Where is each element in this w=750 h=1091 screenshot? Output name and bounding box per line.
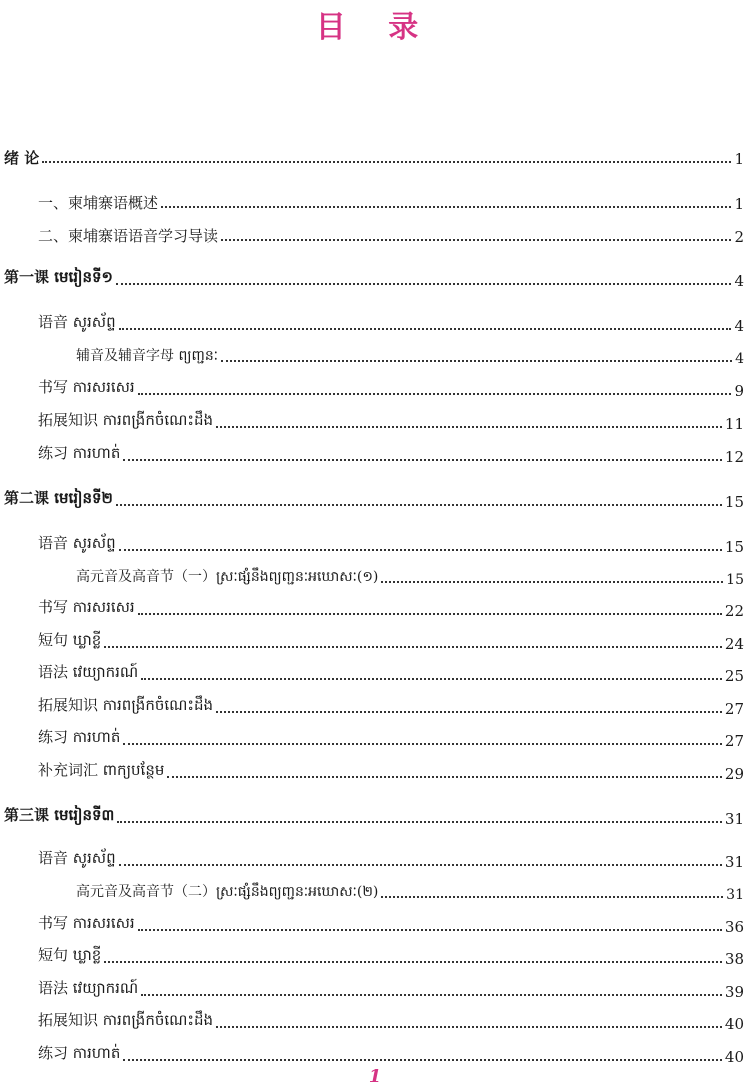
- toc-entry[interactable]: [38, 372, 744, 400]
- toc-entry-page: 40: [724, 1048, 744, 1066]
- toc-entry[interactable]: [4, 262, 744, 290]
- dot-leader: [167, 776, 722, 778]
- toc-entry[interactable]: [38, 528, 744, 556]
- toc-entry[interactable]: [38, 755, 744, 783]
- toc-entry[interactable]: [4, 140, 744, 168]
- dot-leader: [123, 1059, 722, 1061]
- dot-leader: [138, 613, 722, 615]
- toc-entry-page: 25: [724, 667, 744, 685]
- toc-entry-page: 29: [724, 765, 744, 783]
- toc-entry-page: 1: [734, 150, 744, 168]
- toc-entry[interactable]: [4, 800, 744, 828]
- toc-entry-page: 38: [724, 950, 744, 968]
- dot-leader: [216, 426, 722, 428]
- page-title: 目 录: [315, 10, 435, 45]
- dot-leader: [117, 821, 722, 823]
- toc-entry-label: 练习 ការហាត់: [38, 1044, 121, 1062]
- toc-entry-label: 书写 ការសរសេរ: [38, 598, 135, 616]
- toc-entry-label: 补充词汇 ពាក្យបន្ថែម: [38, 761, 165, 779]
- toc-entry[interactable]: [38, 843, 744, 871]
- dot-leader: [216, 711, 722, 713]
- toc-entry-label: 短句 ឃ្លាខ្លី: [38, 631, 102, 649]
- dot-leader: [138, 929, 722, 931]
- toc-entry[interactable]: [38, 218, 744, 246]
- toc-entry[interactable]: [76, 339, 744, 367]
- toc-entry-page: 31: [724, 810, 744, 828]
- toc-entry-page: 4: [734, 317, 744, 335]
- page-number: 1: [368, 1066, 382, 1087]
- dot-leader: [381, 581, 723, 583]
- dot-leader: [381, 896, 723, 898]
- toc-entry-label: 高元音及高音节（二）ស្រៈផ្សំនឹងព្យញ្ជនៈអឃោសៈ(២): [76, 884, 379, 900]
- toc-entry-page: 9: [734, 382, 744, 400]
- toc-entry-page: 36: [724, 918, 744, 936]
- toc-entry-label: 练习 ការហាត់: [38, 444, 121, 462]
- toc-entry[interactable]: [38, 908, 744, 936]
- toc-entry[interactable]: [4, 483, 744, 511]
- toc-entry-label: 语音 សូរស័ព្ទ: [38, 313, 116, 331]
- dot-leader: [116, 504, 722, 506]
- dot-leader: [221, 239, 731, 241]
- toc-entry[interactable]: [38, 1005, 744, 1033]
- toc-entry[interactable]: [76, 875, 744, 903]
- toc-entry-label: 书写 ការសរសេរ: [38, 378, 135, 396]
- toc-entry-label: 练习 ការហាត់: [38, 728, 121, 746]
- toc-entry-label: 拓展知识 ការពង្រីកចំណេះដឹង: [38, 696, 214, 714]
- toc-entry-page: 39: [724, 983, 744, 1001]
- toc-entry-page: 40: [724, 1015, 744, 1033]
- toc-entry[interactable]: [38, 625, 744, 653]
- toc-entry-page: 15: [726, 572, 744, 588]
- toc-entry[interactable]: [38, 1038, 744, 1066]
- toc-entry-label: 书写 ការសរសេរ: [38, 914, 135, 932]
- dot-leader: [123, 743, 722, 745]
- dot-leader: [119, 864, 722, 866]
- toc-entry-page: 31: [724, 853, 744, 871]
- toc-entry-page: 15: [724, 538, 744, 556]
- dot-leader: [104, 961, 722, 963]
- toc-entry-page: 27: [724, 732, 744, 750]
- toc-entry-label: 第三课 មេរៀនទី៣: [4, 806, 115, 824]
- toc-entry-label: 语法 វេយ្យាករណ៍: [38, 979, 139, 997]
- toc-entry-page: 2: [734, 228, 744, 246]
- dot-leader: [216, 1026, 722, 1028]
- toc-entry[interactable]: [38, 690, 744, 718]
- toc-entry[interactable]: [38, 592, 744, 620]
- toc-entry-page: 31: [726, 887, 744, 903]
- toc-entry-label: 第二课 មេរៀនទី២: [4, 489, 113, 507]
- toc-entry-page: 22: [724, 602, 744, 620]
- dot-leader: [119, 549, 722, 551]
- dot-leader: [116, 283, 732, 285]
- toc-entry-label: 第一课 មេរៀនទី១: [4, 268, 113, 286]
- dot-leader: [104, 646, 722, 648]
- toc-entry-page: 12: [724, 448, 744, 466]
- toc-entry-page: 4: [735, 351, 744, 367]
- toc-entry-label: 拓展知识 ការពង្រីកចំណេះដឹង: [38, 411, 214, 429]
- dot-leader: [42, 161, 731, 163]
- toc-entry[interactable]: [38, 657, 744, 685]
- dot-leader: [123, 459, 722, 461]
- toc-entry-label: 语法 វេយ្យាករណ៍: [38, 663, 139, 681]
- toc-entry-label: 一、柬埔寨语概述: [38, 194, 159, 212]
- toc-entry-page: 27: [724, 700, 744, 718]
- toc-entry[interactable]: [38, 973, 744, 1001]
- toc-entry[interactable]: [76, 560, 744, 588]
- dot-leader: [138, 393, 732, 395]
- toc-entry[interactable]: [38, 405, 744, 433]
- toc-entry[interactable]: [38, 307, 744, 335]
- toc-entry-label: 绪 论: [4, 149, 40, 167]
- dot-leader: [141, 994, 722, 996]
- toc-entry-label: 语音 សូរស័ព្ទ: [38, 849, 116, 867]
- toc-entry[interactable]: [38, 722, 744, 750]
- dot-leader: [161, 206, 731, 208]
- toc-entry-label: 语音 សូរស័ព្ទ: [38, 534, 116, 552]
- toc-entry-page: 24: [724, 635, 744, 653]
- toc-entry-page: 1: [734, 195, 744, 213]
- dot-leader: [141, 678, 722, 680]
- toc-entry[interactable]: [38, 185, 744, 213]
- toc-entry-page: 4: [734, 272, 744, 290]
- toc-entry-label: 拓展知识 ការពង្រីកចំណេះដឹង: [38, 1011, 214, 1029]
- dot-leader: [221, 360, 732, 362]
- toc-entry-label: 辅音及辅音字母 ព្យញ្ជនៈ: [76, 348, 218, 364]
- toc-entry[interactable]: [38, 438, 744, 466]
- toc-entry-page: 11: [724, 415, 744, 433]
- toc-entry-page: 15: [724, 493, 744, 511]
- toc-entry[interactable]: [38, 940, 744, 968]
- dot-leader: [119, 328, 732, 330]
- toc-entry-label: 短句 ឃ្លាខ្លី: [38, 946, 102, 964]
- toc-entry-label: 高元音及高音节（一）ស្រៈផ្សំនឹងព្យញ្ជនៈអឃោសៈ(១): [76, 569, 379, 585]
- toc-entry-label: 二、柬埔寨语语音学习导读: [38, 227, 219, 245]
